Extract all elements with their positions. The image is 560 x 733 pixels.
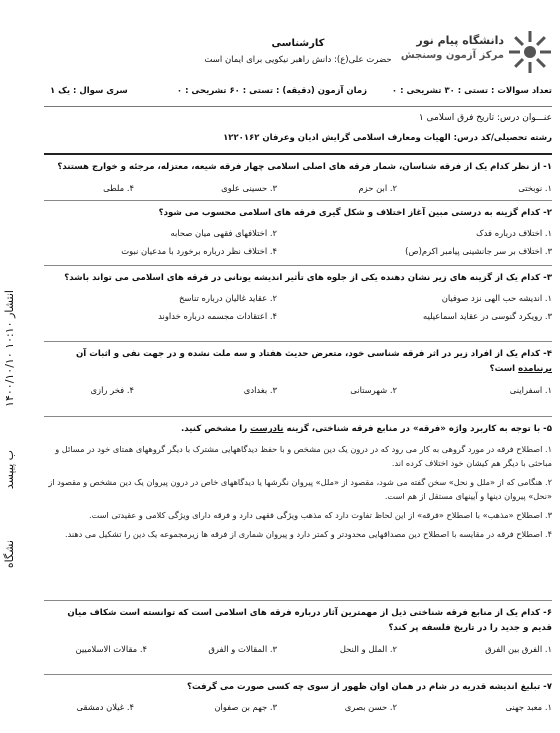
pnu-emblem-icon [508,30,552,74]
divider [44,416,552,417]
divider [44,265,552,266]
question-text: ۶- کدام یک از منابع فرقه شناختی ذیل از مهمترین آثار درباره فرقه های اسلامی است که توانسته است شکاف میان قدیم و جدید را در تاریخ فلسفه پر کند؟ [67,608,552,633]
side-text-2: ب پیپسد [3,450,16,490]
question-5 [44,422,552,541]
options [44,228,552,243]
statement-3[interactable]: ۳. اصطلاح «مذهب» با اصطلاح «فرقه» از این لحاظ تفاوت دارد که مذهب ویژگی فقهی دارد و فرقه دارای ویژگی کلامی و عقیدتی است. [89,510,552,520]
side-text-1: ۱۴۰۰/۱۰/۱۰ ۱۰:۱۰ انتشار [3,290,16,407]
options [44,644,552,659]
option-3[interactable]: ۳. المقالات و الفرق [208,644,277,654]
option-2[interactable]: ۲. عقاید غالیان درباره تناسخ [179,293,277,303]
question-text: ۴- کدام یک از افراد زیر در اثر فرقه شناسی خود، متعرض حدیث هفتاد و سه ملت نشده و در جهت نفی و اثبات آن برنیامده است؟ [75,349,552,374]
option-3[interactable]: ۳. رویکرد گنوسی در عقاید اسماعیلیه [422,311,552,321]
exam-time: زمان آزمون (دقیقه) : تستی : ۶۰ تشریحی : ۰ [176,86,367,96]
divider [44,600,552,601]
option-3[interactable]: ۳. جهم بن صفوان [214,702,277,712]
option-4[interactable]: ۴. اعتقادات مجسمه درباره خداوند [158,311,277,321]
series: سری سوال : یک ۱ [50,86,128,96]
center-name: مرکز آزمون وسنجش [400,50,504,61]
option-4[interactable]: ۴. ملطی [103,183,134,193]
divider [44,674,552,675]
statement-2[interactable]: ۲. هنگامی که از «ملل و نحل» سخن گفته می شود، مقصود از «ملل» پیروان نگرشها یا دیدگاههای خاص در درون پیروان یک دین مشخص و مقصود از «نحل» پیروان دینها و آیینهای مستقل از هم است. [48,477,552,501]
exam-sheet [44,28,552,733]
option-1[interactable]: ۱. معبد جهنی [505,702,552,712]
options [44,183,552,198]
option-2[interactable]: ۲. ابن حزم [358,183,397,193]
options [44,702,552,717]
option-1[interactable]: ۱. اندیشه حب الهی نزد صوفیان [441,293,552,303]
university-logo [392,28,552,80]
side-watermark [3,290,25,630]
side-text-3: نشگاه [3,540,16,569]
question-text: ۱- از نظر کدام یک از فرقه شناسان، شمار فرقه های اصلی اسلامی چهار فرقه شیعه، معتزله، مرجئه و خوارج هستند؟ [57,162,552,172]
divider [44,341,552,342]
option-2[interactable]: ۲. اختلافهای فقهی میان صحابه [170,228,277,238]
option-2[interactable]: ۲. حسن بصری [344,702,397,712]
course-level: کارشناسی [271,38,325,49]
header-divider [44,106,552,107]
option-3[interactable]: ۳. اختلاف بر سر جانشینی پیامبر اکرم(ص) [405,246,552,256]
options [44,293,552,308]
option-1[interactable]: ۱. اسفراینی [509,385,552,395]
field-code: رشته تحصیلی/کد درس: الهیات ومعارف اسلامی گرایش ادیان وعرفان ۱۲۲۰۱۶۲ [223,133,552,143]
option-3[interactable]: ۳. حسینی علوی [221,183,277,193]
options [44,246,552,261]
option-2[interactable]: ۲. الملل و النحل [339,644,397,654]
exam-header [44,28,552,155]
statement-1[interactable]: ۱. اصطلاح فرقه در مورد گروهی به کار می رود که در درون یک دین مشخص و با حفظ دیدگاههایی مشترک با دیگر گروههای همتای خود در مسائل و مباحثی با دیگر هم کیشان خود اختلاف کرده اند. [55,444,552,468]
question-3 [44,271,552,326]
option-4[interactable]: ۴. مقالات الاسلامیین [75,644,147,654]
motto: حضرت علی(ع): دانش راهبر نیکویی برای ایمان است [204,55,392,65]
option-1[interactable]: ۱. نوبختی [518,183,552,193]
options [44,385,552,400]
option-2[interactable]: ۲. شهرستانی [350,385,397,395]
options [44,311,552,326]
option-1[interactable]: ۱. اختلاف درباره فدک [476,228,552,238]
divider [44,200,552,201]
option-4[interactable]: ۴. فخر رازی [90,385,134,395]
question-text: ۲- کدام گزینه به درستی مبین آغاز اختلاف و شکل گیری فرقه های اسلامی محسوب می شود؟ [158,208,552,218]
university-name: دانشگاه پیام نور [416,34,504,47]
question-7 [44,680,552,717]
question-count: تعداد سوالات : تستی : ۳۰ تشریحی : ۰ [391,86,552,96]
option-4[interactable]: ۴. اختلاف نظر درباره برخورد با مدعیان نبوت [121,246,277,256]
question-text: ۷- تبلیغ اندیشه قدریه در شام در همان اوان ظهور از سوی چه کسی صورت می گرفت؟ [186,682,552,692]
question-1 [44,160,552,198]
option-3[interactable]: ۳. بغدادی [243,385,277,395]
statement-4[interactable]: ۴. اصطلاح فرقه در مقایسه با اصطلاح دین مصداقهایی محدودتر و کمتر دارد و پیروان شماری از فرقه ها زیرمجموعه یک دین را تشکیل می دهند. [64,529,552,539]
question-text: ۳- کدام یک از گزینه های زیر نشان دهنده یکی از جلوه های تأثیر اندیشه یونانی در فرقه های اسلامی می تواند باشد؟ [64,273,552,283]
question-2 [44,206,552,261]
question-4 [44,347,552,400]
option-4[interactable]: ۴. غیلان دمشقی [76,702,134,712]
option-1[interactable]: ۱. الفرق بین الفرق [485,644,552,654]
question-text: ۵- با توجه به کاربرد واژه «فرقه» در منابع فرقه شناختی، گزینه نادرست را مشخص کنید. [181,424,552,434]
question-6 [44,606,552,659]
course-title: عنـــوان درس: تاریخ فرق اسلامی ۱ [418,113,552,123]
